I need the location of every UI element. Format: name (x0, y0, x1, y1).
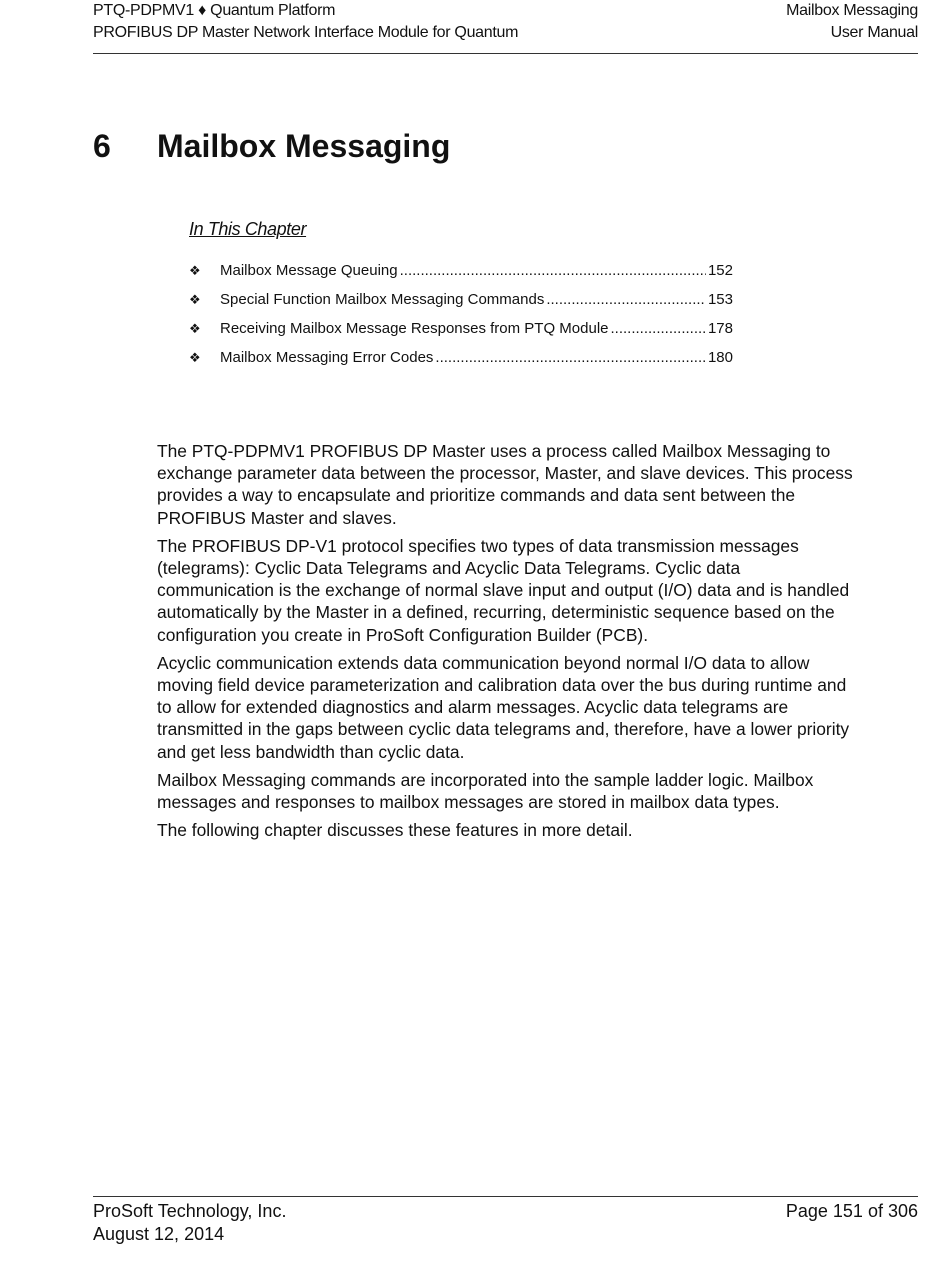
footer-page-number: Page 151 of 306 (785, 1201, 918, 1221)
chapter-number: 6 (93, 128, 111, 164)
toc-item[interactable] (189, 262, 733, 291)
toc-item-label: Receiving Mailbox Message Responses from PTQ Module (220, 320, 609, 337)
chapter-title (93, 128, 450, 165)
header-document-type: User Manual (830, 24, 918, 41)
diamond-bullet-icon: ❖ (189, 292, 201, 307)
toc-leader-dots (435, 349, 706, 366)
footer-right (786, 1200, 918, 1223)
toc-item-page: 178 (707, 320, 733, 337)
toc-leader-dots (611, 320, 706, 337)
diamond-bullet-icon: ❖ (189, 321, 201, 336)
chapter-toc (189, 262, 733, 378)
toc-item-label: Mailbox Message Queuing (220, 262, 398, 279)
body-paragraph: The PTQ-PDPMV1 PROFIBUS DP Master uses a process called Mailbox Messaging to exchange parameter data between the processor, Master, and slave devices. This process provides a way to encapsulate and prioritize commands and data sent between the PROFIBUS Master and slaves. (157, 441, 853, 528)
toc-item[interactable] (189, 349, 733, 378)
page-footer (93, 1196, 918, 1244)
body-paragraph: Mailbox Messaging commands are incorporated into the sample ladder logic. Mailbox messages and responses to mailbox messages are stored in mailbox data types. (157, 769, 814, 813)
toc-leader-dots (400, 262, 706, 279)
diamond-bullet-icon: ❖ (189, 263, 201, 278)
toc-item-page: 153 (707, 291, 733, 308)
footer-date: August 12, 2014 (93, 1224, 225, 1244)
footer-company: ProSoft Technology, Inc. (93, 1201, 287, 1221)
toc-item-label: Special Function Mailbox Messaging Commands (220, 291, 545, 308)
page-header (93, 0, 918, 54)
header-section-title: Mailbox Messaging (786, 2, 918, 19)
toc-leader-dots (546, 291, 706, 308)
header-right (786, 0, 918, 44)
toc-item[interactable] (189, 291, 733, 320)
body-paragraph: The PROFIBUS DP-V1 protocol specifies two types of data transmission messages (telegrams): Cyclic Data Telegrams and Acyclic Data Telegrams. Cyclic data communication is the exchange of normal slave input and output (I/O) data and is handled automatically by the Master in a defined, recurring, deterministic sequence based on the configuration you create in ProSoft Configuration Builder (PCB). (157, 535, 850, 645)
toc-item-page: 152 (707, 262, 733, 279)
header-product-title: PTQ-PDPMV1 ♦ Quantum Platform (93, 2, 336, 19)
chapter-body (157, 440, 859, 847)
body-paragraph: The following chapter discusses these features in more detail. (157, 820, 633, 841)
toc-item-page: 180 (707, 349, 733, 366)
header-left (93, 0, 518, 44)
toc-heading: In This Chapter (189, 219, 307, 239)
footer-left (93, 1200, 286, 1246)
toc-item[interactable] (189, 320, 733, 349)
chapter-name: Mailbox Messaging (157, 128, 451, 164)
toc-item-label: Mailbox Messaging Error Codes (220, 349, 434, 366)
diamond-bullet-icon: ❖ (189, 350, 201, 365)
header-product-subtitle: PROFIBUS DP Master Network Interface Module for Quantum (93, 24, 519, 41)
body-paragraph: Acyclic communication extends data communication beyond normal I/O data to allow moving field device parameterization and calibration data over the bus during runtime and to allow for extended diagnostics and alarm messages. Acyclic data telegrams are transmitted in the gaps between cyclic data telegrams and, therefore, have a lower priority and get less bandwidth than cyclic data. (157, 652, 850, 762)
